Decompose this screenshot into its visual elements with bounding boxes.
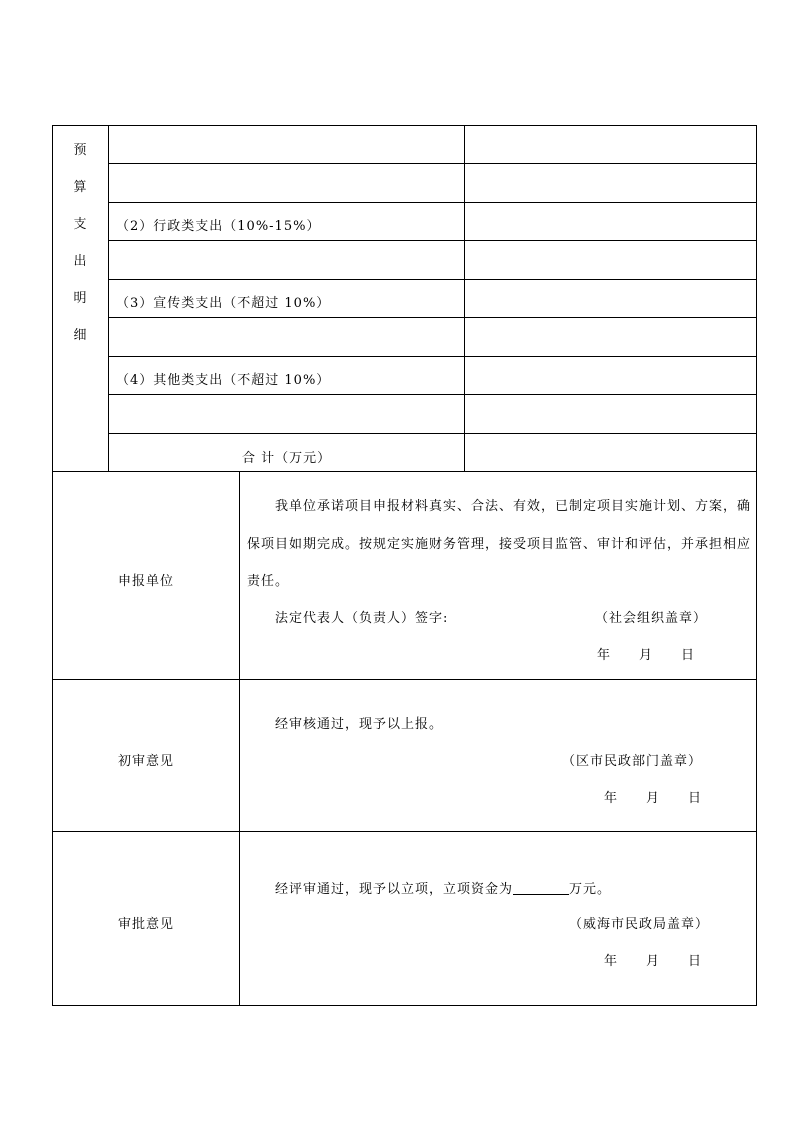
preliminary-opinion: 经审核通过，现予以上报。 (275, 717, 444, 732)
applicant-date: 年 月 日 (597, 648, 696, 663)
section-divider (52, 831, 757, 832)
budget-label-divider (108, 125, 109, 471)
budget-side-label-char: 出 (73, 254, 87, 269)
budget-side-label-char: 细 (73, 328, 87, 343)
budget-item-admin: （2）行政类支出（10%-15%） (116, 219, 321, 234)
budget-item-other: （4）其他类支出（不超过 10%） (116, 373, 331, 388)
row-line (108, 433, 757, 434)
row-line (108, 279, 757, 280)
row-line (108, 356, 757, 357)
budget-side-label-char: 明 (73, 291, 87, 306)
applicant-seal-label: （社会组织盖章） (595, 611, 708, 626)
applicant-pledge-line: 责任。 (247, 574, 290, 589)
approval-opinion-text: 经评审通过，现予以立项，立项资金为 (275, 882, 514, 897)
budget-side-label-char: 预 (73, 143, 87, 158)
approval-opinion-unit: 万元。 (569, 882, 612, 897)
preliminary-label: 初审意见 (118, 754, 175, 769)
approval-date: 年 月 日 (604, 954, 703, 969)
budget-total-label: 合 计（万元） (242, 451, 332, 466)
applicant-pledge-line: 我单位承诺项目申报材料真实、合法、有效，已制定项目实施计划、方案，确 (275, 499, 752, 514)
applicant-signature-label: 法定代表人（负责人）签字: (275, 611, 449, 626)
approval-opinion (275, 880, 611, 898)
section-divider (52, 679, 757, 680)
row-line (108, 240, 757, 241)
row-line (108, 163, 757, 164)
section-divider (52, 471, 757, 472)
row-line (108, 317, 757, 318)
approval-label: 审批意见 (118, 917, 175, 932)
row-line (108, 202, 757, 203)
applicant-label: 申报单位 (118, 574, 175, 589)
preliminary-seal-label: （区市民政部门盖章） (562, 754, 703, 769)
form-table (52, 125, 757, 1006)
budget-side-label-char: 算 (73, 180, 87, 195)
applicant-pledge-line: 保项目如期完成。按规定实施财务管理，接受项目监管、审计和评估，并承担相应 (247, 537, 752, 552)
row-line (108, 394, 757, 395)
budget-amount-divider (464, 125, 465, 471)
preliminary-date: 年 月 日 (604, 791, 703, 806)
budget-item-publicity: （3）宣传类支出（不超过 10%） (116, 296, 331, 311)
budget-side-label-char: 支 (73, 217, 87, 232)
funding-amount-blank (513, 880, 569, 895)
label-column-divider (239, 471, 240, 1006)
approval-seal-label: （威海市民政局盖章） (569, 917, 710, 932)
